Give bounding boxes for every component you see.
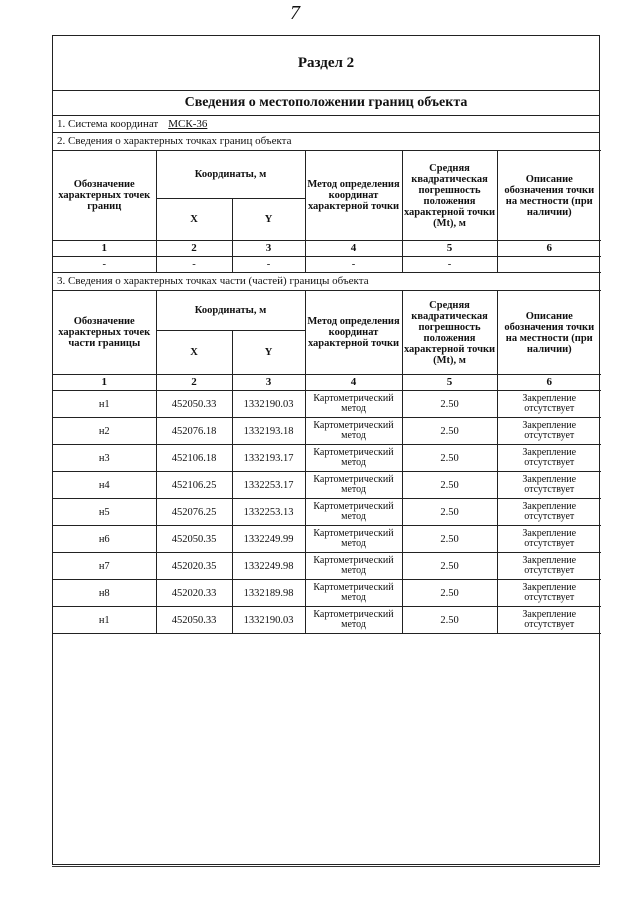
hdr-description: Описание обозначения точки на местности (при наличии): [497, 291, 601, 375]
table-row: [53, 499, 601, 526]
document-frame: [52, 35, 600, 865]
hdr-method: Метод определения координат характерной точки: [305, 291, 402, 375]
method-cell: Картометрический метод: [305, 553, 402, 580]
col-number: 2: [156, 375, 232, 391]
footer-line: [52, 866, 600, 867]
y-cell: 1332253.13: [232, 499, 305, 526]
x-cell: 452050.35: [156, 526, 232, 553]
sec3-table: [53, 290, 601, 634]
cell: -: [156, 257, 232, 273]
coord-system-label: 1. Система координат: [57, 118, 159, 130]
table-row: [53, 257, 601, 273]
table-row: [53, 553, 601, 580]
y-cell: 1332190.03: [232, 607, 305, 634]
hdr-error: Средняя квадратическая погрешность положения характерной точки (Mt), м: [402, 291, 497, 375]
y-cell: 1332249.98: [232, 553, 305, 580]
hdr-coords: Координаты, м: [156, 291, 305, 331]
col-number: 5: [402, 375, 497, 391]
hdr-designation: Обозначение характерных точек границ: [53, 151, 156, 241]
hdr-designation: Обозначение характерных точек части границы: [53, 291, 156, 375]
table-row: [53, 445, 601, 472]
error-cell: 2.50: [402, 418, 497, 445]
error-cell: 2.50: [402, 580, 497, 607]
y-cell: 1332189.98: [232, 580, 305, 607]
col-number: 4: [305, 241, 402, 257]
error-cell: 2.50: [402, 472, 497, 499]
point-cell: н7: [53, 553, 156, 580]
description-cell: Закрепление отсутствует: [497, 580, 601, 607]
hdr-coords: Координаты, м: [156, 151, 305, 199]
method-cell: Картометрический метод: [305, 526, 402, 553]
section-title: Раздел 2: [53, 36, 599, 91]
table-row: [53, 607, 601, 634]
error-cell: 2.50: [402, 391, 497, 418]
cell: [497, 257, 601, 273]
hdr-error: Средняя квадратическая погрешность положения характерной точки (Mt), м: [402, 151, 497, 241]
sec2-table: [53, 150, 601, 273]
point-cell: н3: [53, 445, 156, 472]
table-row: [53, 472, 601, 499]
cell: -: [402, 257, 497, 273]
y-cell: 1332249.99: [232, 526, 305, 553]
point-cell: н5: [53, 499, 156, 526]
description-cell: Закрепление отсутствует: [497, 418, 601, 445]
x-cell: 452020.33: [156, 580, 232, 607]
cell: -: [53, 257, 156, 273]
point-cell: н1: [53, 607, 156, 634]
method-cell: Картометрический метод: [305, 391, 402, 418]
x-cell: 452106.25: [156, 472, 232, 499]
error-cell: 2.50: [402, 445, 497, 472]
error-cell: 2.50: [402, 526, 497, 553]
hdr-y: Y: [232, 331, 305, 375]
description-cell: Закрепление отсутствует: [497, 553, 601, 580]
col-number: 5: [402, 241, 497, 257]
col-number: 4: [305, 375, 402, 391]
y-cell: 1332253.17: [232, 472, 305, 499]
description-cell: Закрепление отсутствует: [497, 472, 601, 499]
col-number: 3: [232, 241, 305, 257]
x-cell: 452020.35: [156, 553, 232, 580]
table-row: [53, 526, 601, 553]
table-row: [53, 391, 601, 418]
page-number: 7: [290, 2, 300, 24]
table-row: [53, 418, 601, 445]
hdr-y: Y: [232, 199, 305, 241]
method-cell: Картометрический метод: [305, 607, 402, 634]
method-cell: Картометрический метод: [305, 418, 402, 445]
hdr-x: X: [156, 331, 232, 375]
x-cell: 452106.18: [156, 445, 232, 472]
method-cell: Картометрический метод: [305, 580, 402, 607]
point-cell: н6: [53, 526, 156, 553]
x-cell: 452076.18: [156, 418, 232, 445]
x-cell: 452050.33: [156, 391, 232, 418]
hdr-x: X: [156, 199, 232, 241]
point-cell: н4: [53, 472, 156, 499]
y-cell: 1332193.17: [232, 445, 305, 472]
col-number: 6: [497, 375, 601, 391]
col-number: 2: [156, 241, 232, 257]
coord-system-line: [53, 116, 599, 133]
col-number: 6: [497, 241, 601, 257]
sec2-title: 2. Сведения о характерных точках границ объекта: [57, 135, 292, 147]
col-number: 3: [232, 375, 305, 391]
col-number: 1: [53, 375, 156, 391]
hdr-description: Описание обозначения точки на местности (при наличии): [497, 151, 601, 241]
x-cell: 452050.33: [156, 607, 232, 634]
error-cell: 2.50: [402, 499, 497, 526]
error-cell: 2.50: [402, 607, 497, 634]
description-cell: Закрепление отсутствует: [497, 607, 601, 634]
description-cell: Закрепление отсутствует: [497, 391, 601, 418]
table-row: [53, 580, 601, 607]
y-cell: 1332193.18: [232, 418, 305, 445]
method-cell: Картометрический метод: [305, 445, 402, 472]
method-cell: Картометрический метод: [305, 472, 402, 499]
hdr-method: Метод определения координат характерной точки: [305, 151, 402, 241]
description-cell: Закрепление отсутствует: [497, 526, 601, 553]
coord-system-value: МСК-36: [168, 118, 208, 130]
point-cell: н1: [53, 391, 156, 418]
method-cell: Картометрический метод: [305, 499, 402, 526]
description-cell: Закрепление отсутствует: [497, 445, 601, 472]
y-cell: 1332190.03: [232, 391, 305, 418]
col-number: 1: [53, 241, 156, 257]
section-heading: Сведения о местоположении границ объекта: [53, 91, 599, 116]
cell: -: [305, 257, 402, 273]
error-cell: 2.50: [402, 553, 497, 580]
point-cell: н2: [53, 418, 156, 445]
point-cell: н8: [53, 580, 156, 607]
x-cell: 452076.25: [156, 499, 232, 526]
description-cell: Закрепление отсутствует: [497, 499, 601, 526]
cell: -: [232, 257, 305, 273]
sec3-title: 3. Сведения о характерных точках части (частей) границы объекта: [57, 275, 369, 287]
